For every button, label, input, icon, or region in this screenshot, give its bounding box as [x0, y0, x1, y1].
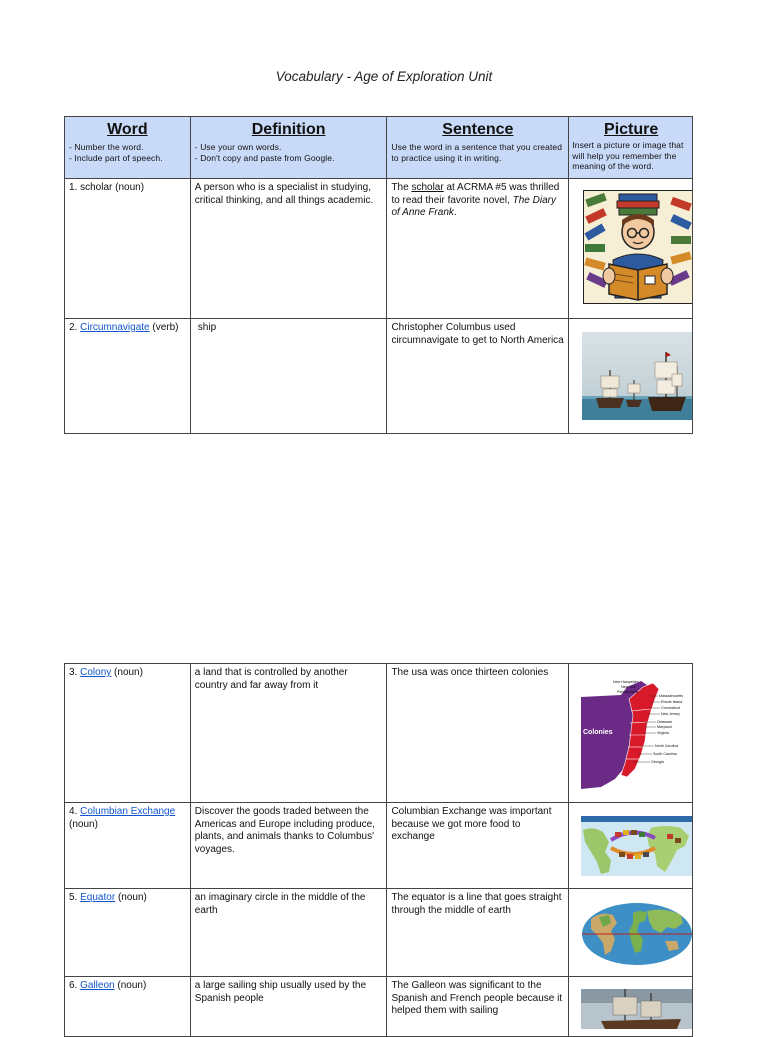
table-row	[65, 889, 693, 977]
map-state-label: Massachusetts	[659, 694, 684, 698]
sentence-cell: Christopher Columbus used circumnavigate to get to North America	[387, 319, 569, 434]
map-state-label: North Carolina	[655, 744, 679, 748]
picture-cell	[569, 977, 693, 1037]
word-cell	[65, 179, 191, 319]
word-number: 4.	[69, 806, 78, 817]
header-picture-title: Picture	[604, 121, 659, 138]
part-of-speech: (noun)	[69, 818, 98, 830]
word-link-circumnavigate[interactable]: Circumnavigate	[80, 322, 150, 333]
map-state-label: Delaware	[657, 720, 673, 724]
picture-cell	[569, 889, 693, 977]
header-sentence	[387, 117, 569, 179]
galleon-ship-photo	[581, 989, 692, 1029]
three-sailing-ships-photo	[582, 332, 692, 420]
map-state-label: Maryland	[657, 725, 673, 729]
columbian-exchange-map	[581, 816, 692, 876]
header-word	[65, 117, 191, 179]
sentence-text: .	[453, 207, 457, 218]
word-link-galleon[interactable]: Galleon	[80, 980, 115, 991]
map-state-label: New York	[621, 685, 637, 689]
map-state-label: New Jersey	[661, 712, 681, 716]
word-cell	[65, 664, 191, 803]
picture-cell	[569, 319, 693, 434]
word-cell	[65, 977, 191, 1037]
map-label: Colonies	[583, 729, 613, 736]
definition-cell: a land that is controlled by another country and far away from it	[190, 664, 387, 803]
header-word-title: Word	[107, 121, 148, 138]
header-picture	[569, 117, 693, 179]
part-of-speech: (verb)	[152, 322, 179, 333]
map-state-label: Rhode Island	[661, 700, 683, 704]
definition-cell: A person who is a specialist in studying, critical thinking, and all things academic.	[190, 179, 387, 319]
word-number: 3.	[69, 667, 78, 678]
map-state-label: Virginia	[657, 731, 670, 735]
thirteen-colonies-map	[581, 677, 692, 791]
word-number: 6.	[69, 980, 78, 991]
word-cell	[65, 803, 191, 889]
map-state-label: New Hampshire	[613, 680, 639, 684]
header-definition-note: - Use your own words.	[194, 142, 282, 152]
map-state-label: Georgia	[651, 760, 665, 764]
document-title: Vocabulary - Age of Exploration Unit	[275, 69, 493, 84]
definition-cell: a large sailing ship usually used by the Spanish people	[190, 977, 387, 1037]
word-link-equator[interactable]: Equator	[80, 892, 116, 903]
picture-cell	[569, 179, 693, 319]
table-row	[65, 977, 693, 1037]
header-definition	[190, 117, 387, 179]
header-sentence-note: Use the word in a sentence that you created to practice using it in writing.	[391, 142, 563, 163]
sentence-underlined-word: scholar	[411, 182, 444, 193]
word-number: 5.	[69, 892, 78, 903]
map-state-label: South Carolina	[653, 752, 678, 756]
map-state-label: Connecticut	[661, 706, 681, 710]
map-state-label: Pennsylvania	[617, 690, 639, 694]
table-row	[65, 803, 693, 889]
definition-cell: Discover the goods traded between the Americas and Europe including produce, plants, and animals thanks to Columbus' voyages.	[190, 803, 387, 889]
header-word-note: - Number the word.	[69, 142, 144, 152]
sentence-text: at ACRMA #5 was thrilled to read their favorite novel,	[391, 182, 560, 206]
word-number: 1.	[69, 182, 78, 193]
header-word-note: - Include part of speech.	[69, 152, 163, 163]
table-row	[65, 319, 693, 434]
header-definition-note: - Don't copy and paste from Google.	[194, 152, 335, 163]
sentence-cell: Columbian Exchange was important because we got more food to exchange	[387, 803, 569, 889]
book-title: The Diary of Anne Frank	[391, 194, 556, 218]
sentence-cell: The equator is a line that goes straight through the middle of earth	[387, 889, 569, 977]
table-row	[65, 664, 693, 803]
word-cell	[65, 319, 191, 434]
world-map-equator	[581, 901, 692, 967]
definition-cell: an imaginary circle in the middle of the earth	[190, 889, 387, 977]
word-cell	[65, 889, 191, 977]
sentence-text: The	[391, 182, 409, 193]
word-link-columbian-exchange[interactable]: Columbian Exchange	[80, 806, 176, 817]
table-row	[65, 179, 693, 319]
word-text: scholar	[80, 182, 113, 193]
picture-cell	[569, 803, 693, 889]
scholar-reading-illustration	[583, 190, 692, 304]
header-definition-title: Definition	[251, 121, 326, 138]
header-sentence-title: Sentence	[442, 121, 514, 138]
sentence-cell: The Galleon was significant to the Spanish and French people because it helped them with sailing	[387, 977, 569, 1037]
part-of-speech: (noun)	[114, 667, 143, 678]
picture-cell	[569, 664, 693, 803]
vocabulary-table-page-1	[64, 116, 693, 434]
part-of-speech: (noun)	[115, 182, 145, 193]
part-of-speech: (noun)	[117, 892, 147, 903]
header-row	[65, 117, 693, 179]
word-link-colony[interactable]: Colony	[80, 667, 112, 678]
sentence-cell: The usa was once thirteen colonies	[387, 664, 569, 803]
part-of-speech: (noun)	[117, 980, 147, 991]
header-picture-note: Insert a picture or image that will help you remember the meaning of the word.	[572, 140, 684, 171]
word-number: 2.	[69, 322, 78, 333]
definition-cell: ship	[190, 319, 387, 434]
vocabulary-table-page-2	[64, 663, 693, 1037]
sentence-cell	[387, 179, 569, 319]
